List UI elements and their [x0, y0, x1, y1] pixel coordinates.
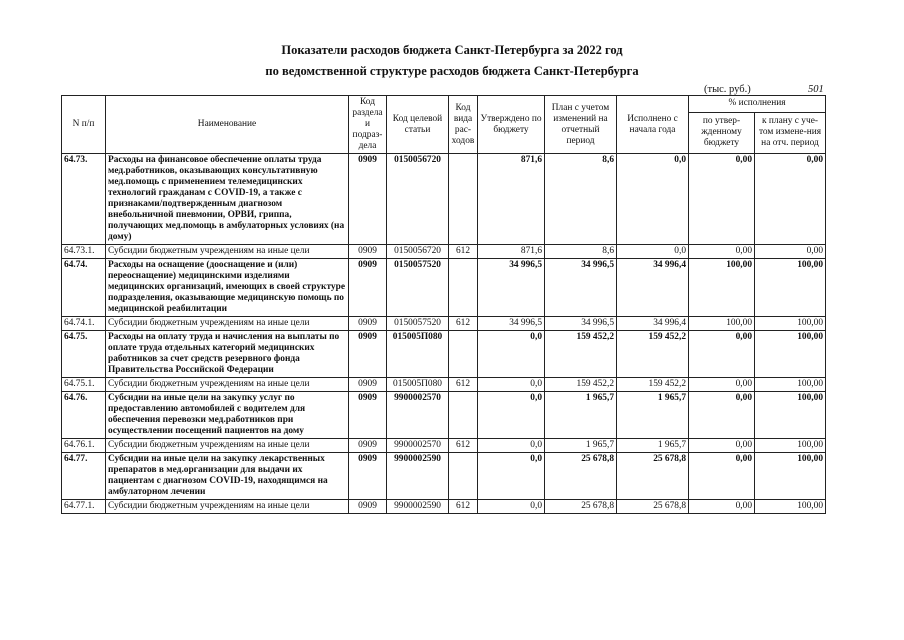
row-number: 64.74.: [62, 259, 106, 317]
table-row-sub: [62, 245, 826, 259]
row-approved: 34 996,5: [478, 259, 545, 317]
table-row-main: [62, 453, 826, 500]
row-pct-budget: 0,00: [689, 245, 755, 259]
table-row-main: [62, 331, 826, 378]
header-no: N п/п: [62, 96, 106, 154]
header-section-code: Код раздела и подраз-дела: [349, 96, 387, 154]
row-section-code: 0909: [349, 331, 387, 378]
row-number: 64.73.1.: [62, 245, 106, 259]
row-target-code: 9900002570: [387, 439, 449, 453]
row-kind-code: [449, 154, 478, 245]
header-plan: План с учетом изменений на отчетный период: [545, 96, 617, 154]
row-number: 64.77.1.: [62, 500, 106, 514]
row-pct-budget: 0,00: [689, 378, 755, 392]
row-name: Субсидии бюджетным учреждениям на иные цели: [106, 245, 349, 259]
row-number: 64.74.1.: [62, 317, 106, 331]
row-section-code: 0909: [349, 245, 387, 259]
row-approved: 0,0: [478, 392, 545, 439]
row-approved: 0,0: [478, 378, 545, 392]
row-approved: 0,0: [478, 439, 545, 453]
row-plan: 159 452,2: [545, 331, 617, 378]
row-target-code: 9900002590: [387, 453, 449, 500]
row-number: 64.75.1.: [62, 378, 106, 392]
row-section-code: 0909: [349, 154, 387, 245]
row-section-code: 0909: [349, 317, 387, 331]
row-number: 64.75.: [62, 331, 106, 378]
row-name: Субсидии бюджетным учреждениям на иные цели: [106, 378, 349, 392]
document-title: Показатели расходов бюджета Санкт-Петербурга за 2022 год: [281, 43, 623, 57]
row-executed: 159 452,2: [617, 331, 689, 378]
row-target-code: 0150057520: [387, 317, 449, 331]
row-pct-plan: 100,00: [755, 317, 826, 331]
row-pct-plan: 100,00: [755, 259, 826, 317]
row-executed: 25 678,8: [617, 453, 689, 500]
row-target-code: 015005П080: [387, 378, 449, 392]
row-pct-plan: 100,00: [755, 453, 826, 500]
row-pct-plan: 100,00: [755, 331, 826, 378]
document-subtitle: по ведомственной структуре расходов бюджета Санкт-Петербурга: [265, 64, 639, 78]
row-pct-budget: 0,00: [689, 500, 755, 514]
row-pct-budget: 100,00: [689, 317, 755, 331]
header-pct-plan: к плану с уче-том измене-ния на отч. период: [755, 112, 826, 153]
row-target-code: 015005П080: [387, 331, 449, 378]
row-approved: 0,0: [478, 453, 545, 500]
row-pct-plan: 100,00: [755, 378, 826, 392]
header-kind-code: Код вида рас-ходов: [449, 96, 478, 154]
row-kind-code: [449, 453, 478, 500]
row-kind-code: 612: [449, 378, 478, 392]
row-executed: 25 678,8: [617, 500, 689, 514]
row-pct-plan: 100,00: [755, 392, 826, 439]
row-plan: 1 965,7: [545, 392, 617, 439]
row-plan: 8,6: [545, 154, 617, 245]
row-section-code: 0909: [349, 378, 387, 392]
row-approved: 871,6: [478, 154, 545, 245]
row-name: Субсидии на иные цели на закупку услуг по предоставлению автомобилей с водителем для обеспечения перевозки мед.работников при осуществлении посещений пациентов на дому: [106, 392, 349, 439]
table-row-main: [62, 392, 826, 439]
row-executed: 34 996,4: [617, 317, 689, 331]
row-executed: 1 965,7: [617, 439, 689, 453]
row-approved: 0,0: [478, 331, 545, 378]
row-executed: 159 452,2: [617, 378, 689, 392]
table-row-main: [62, 154, 826, 245]
row-pct-plan: 0,00: [755, 245, 826, 259]
row-number: 64.76.1.: [62, 439, 106, 453]
unit-label: (тыс. руб.): [704, 84, 751, 95]
row-name: Субсидии бюджетным учреждениям на иные цели: [106, 439, 349, 453]
row-pct-plan: 0,00: [755, 154, 826, 245]
row-name: Расходы на финансовое обеспечение оплаты труда мед.работников, оказывающих консультативную мед.помощь с применением телемедицинских технологий гражданам с COVID-19, а также с признаками/подтвержденным диагнозом внебольничной пневмонии, ОРВИ, гриппа, получающих мед.помощь в амбулаторных условиях (на дому): [106, 154, 349, 245]
table-body: [62, 154, 826, 514]
row-plan: 34 996,5: [545, 259, 617, 317]
row-executed: 0,0: [617, 154, 689, 245]
row-plan: 25 678,8: [545, 500, 617, 514]
row-target-code: 0150056720: [387, 154, 449, 245]
row-section-code: 0909: [349, 259, 387, 317]
row-number: 64.76.: [62, 392, 106, 439]
row-pct-plan: 100,00: [755, 500, 826, 514]
row-plan: 34 996,5: [545, 317, 617, 331]
row-name: Субсидии на иные цели на закупку лекарственных препаратов в мед.организации для выдачи их пациентам с диагнозом COVID-19, находящимся на амбулаторном лечении: [106, 453, 349, 500]
header-target-code: Код целевой статьи: [387, 96, 449, 154]
row-section-code: 0909: [349, 500, 387, 514]
row-target-code: 9900002590: [387, 500, 449, 514]
row-kind-code: 612: [449, 245, 478, 259]
row-pct-budget: 0,00: [689, 453, 755, 500]
row-name: Субсидии бюджетным учреждениям на иные цели: [106, 317, 349, 331]
row-section-code: 0909: [349, 392, 387, 439]
row-kind-code: 612: [449, 439, 478, 453]
row-section-code: 0909: [349, 453, 387, 500]
row-kind-code: [449, 259, 478, 317]
row-approved: 871,6: [478, 245, 545, 259]
row-plan: 159 452,2: [545, 378, 617, 392]
row-pct-budget: 0,00: [689, 154, 755, 245]
row-section-code: 0909: [349, 439, 387, 453]
row-kind-code: [449, 331, 478, 378]
row-pct-budget: 0,00: [689, 439, 755, 453]
table-row-sub: [62, 317, 826, 331]
row-approved: 34 996,5: [478, 317, 545, 331]
row-pct-budget: 0,00: [689, 392, 755, 439]
row-target-code: 0150056720: [387, 245, 449, 259]
row-kind-code: 612: [449, 500, 478, 514]
row-approved: 0,0: [478, 500, 545, 514]
budget-table: [61, 95, 826, 514]
page-number: 501: [808, 84, 824, 95]
row-target-code: 9900002570: [387, 392, 449, 439]
row-number: 64.77.: [62, 453, 106, 500]
row-name: Расходы на оснащение (дооснащение и (или) переоснащение) медицинскими изделиями медицинских организаций, имеющих в своей структуре подразделения, оказывающие медицинскую помощь по медицинской реабилитации: [106, 259, 349, 317]
row-executed: 0,0: [617, 245, 689, 259]
row-kind-code: [449, 392, 478, 439]
row-pct-plan: 100,00: [755, 439, 826, 453]
header-approved: Утверждено по бюджету: [478, 96, 545, 154]
row-pct-budget: 100,00: [689, 259, 755, 317]
header-executed: Исполнено с начала года: [617, 96, 689, 154]
table-row-sub: [62, 500, 826, 514]
table-row-sub: [62, 378, 826, 392]
row-executed: 1 965,7: [617, 392, 689, 439]
table-row-sub: [62, 439, 826, 453]
header-name: Наименование: [106, 96, 349, 154]
row-plan: 8,6: [545, 245, 617, 259]
header-percent-group: % исполнения: [689, 96, 826, 113]
row-name: Субсидии бюджетным учреждениям на иные цели: [106, 500, 349, 514]
row-number: 64.73.: [62, 154, 106, 245]
row-kind-code: 612: [449, 317, 478, 331]
row-target-code: 0150057520: [387, 259, 449, 317]
row-executed: 34 996,4: [617, 259, 689, 317]
row-name: Расходы на оплату труда и начисления на выплаты по оплате труда отдельных категорий медицинских работников за счет средств резервного фонда Правительства Российской Федерации: [106, 331, 349, 378]
row-plan: 25 678,8: [545, 453, 617, 500]
row-pct-budget: 0,00: [689, 331, 755, 378]
table-row-main: [62, 259, 826, 317]
row-plan: 1 965,7: [545, 439, 617, 453]
header-pct-budget: по утвер-жденному бюджету: [689, 112, 755, 153]
